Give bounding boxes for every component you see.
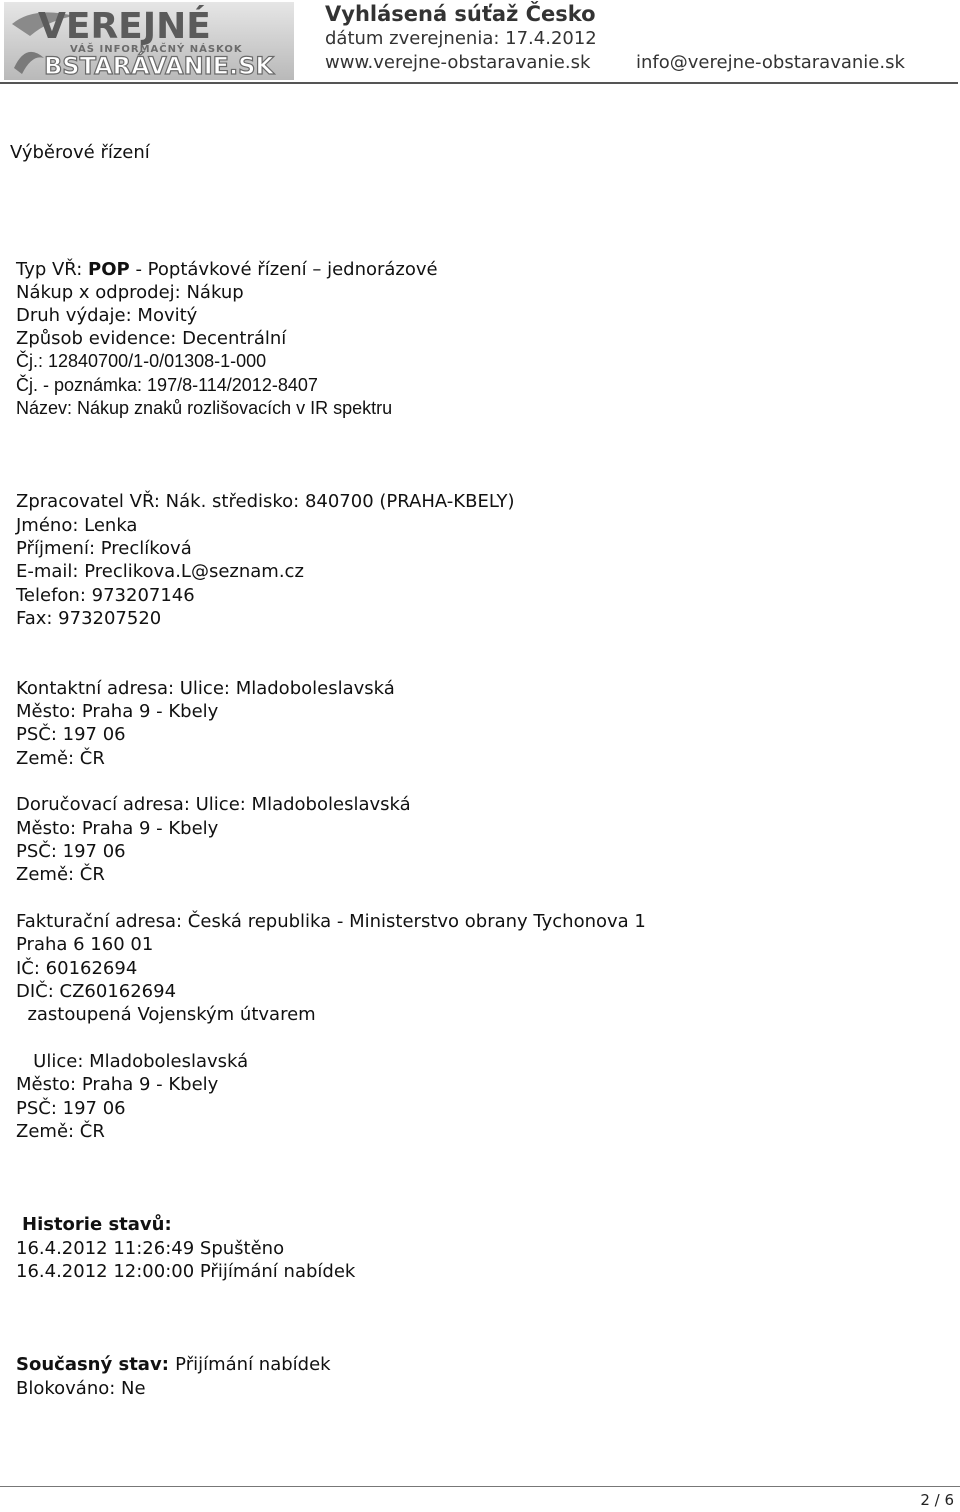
header-title: Vyhlásená súťaž Česko — [325, 2, 596, 26]
zpusob-evidence: Způsob evidence: Decentrální — [16, 328, 287, 349]
blokovano: Blokováno: Ne — [16, 1378, 146, 1399]
druh-vydaje: Druh výdaje: Movitý — [16, 305, 198, 326]
dorucovaci-zeme: Země: ČR — [16, 864, 105, 885]
footer-divider — [0, 1486, 960, 1487]
zpracovatel-prijmeni: Příjmení: Preclíková — [16, 538, 192, 559]
typ-label: Typ VŘ: — [16, 259, 89, 280]
nakup-odprodej: Nákup x odprodej: Nákup — [16, 282, 244, 303]
header-divider — [0, 82, 958, 84]
fakturacni-psc: PSČ: 197 06 — [16, 1098, 126, 1119]
page-header — [0, 0, 960, 84]
soucasny-stav — [16, 1353, 331, 1376]
historie-title: Historie stavů: — [22, 1214, 172, 1235]
zpracovatel-jmeno: Jméno: Lenka — [16, 515, 138, 536]
fakturacni-ic: IČ: 60162694 — [16, 958, 138, 979]
kontaktni-psc: PSČ: 197 06 — [16, 724, 126, 745]
cislo-jednaci-poznamka: Čj. - poznámka: 197/8-114/2012-8407 — [16, 375, 318, 395]
fakturacni-zeme: Země: ČR — [16, 1121, 105, 1142]
fakturacni-adresa: Fakturační adresa: Česká republika - Ministerstvo obrany Tychonova 1 — [16, 911, 646, 932]
zpracovatel-fax: Fax: 973207520 — [16, 608, 162, 629]
verejne-obstaravanie-logo — [4, 2, 294, 80]
header-publish-date: dátum zverejnenia: 17.4.2012 — [325, 28, 597, 49]
zpracovatel-telefon: Telefon: 973207146 — [16, 585, 195, 606]
cislo-jednaci: Čj.: 12840700/1-0/01308-1-000 — [16, 351, 267, 371]
logo-tagline: VÁŠ INFORMAČNÝ NÁSKOK — [70, 44, 243, 55]
nazev-zakazky: Název: Nákup znaků rozlišovacích v IR spektru — [16, 398, 393, 418]
fakturacni-praha: Praha 6 160 01 — [16, 934, 154, 955]
zpracovatel-email[interactable]: E-mail: Preclikova.L@seznam.cz — [16, 561, 304, 582]
soucasny-stav-label: Současný stav: — [16, 1354, 176, 1375]
doc-heading: Výběrové řízení — [10, 142, 150, 163]
historie-entry: 16.4.2012 11:26:49 Spuštěno — [16, 1238, 285, 1259]
logo-word-bottom: BSTARÁVANIE.SK — [44, 52, 275, 80]
fakturacni-mesto: Město: Praha 9 - Kbely — [16, 1074, 219, 1095]
fakturacni-zastoupena: zastoupená Vojenským útvarem — [16, 1004, 316, 1025]
kontaktni-ulice: Kontaktní adresa: Ulice: Mladoboleslavská — [16, 678, 395, 699]
header-website-link[interactable]: www.verejne-obstaravanie.sk — [325, 52, 591, 73]
dorucovaci-psc: PSČ: 197 06 — [16, 841, 126, 862]
typ-vr — [16, 258, 438, 281]
zpracovatel-stredisko: Zpracovatel VŘ: Nák. středisko: 840700 (PRAHA-KBELY) — [16, 491, 515, 512]
dorucovaci-ulice: Doručovací adresa: Ulice: Mladoboleslavská — [16, 794, 411, 815]
kontaktni-zeme: Země: ČR — [16, 748, 105, 769]
historie-entry: 16.4.2012 12:00:00 Přijímání nabídek — [16, 1261, 356, 1282]
page-number: 2 / 6 — [920, 1491, 954, 1509]
typ-description: - Poptávkové řízení – jednorázové — [129, 259, 438, 280]
kontaktni-mesto: Město: Praha 9 - Kbely — [16, 701, 219, 722]
logo-word-top: VEREJNÉ — [38, 6, 211, 47]
header-email-link[interactable]: info@verejne-obstaravanie.sk — [636, 52, 905, 73]
dorucovaci-mesto: Město: Praha 9 - Kbely — [16, 818, 219, 839]
soucasny-stav-value: Přijímání nabídek — [175, 1354, 331, 1375]
typ-code: POP — [88, 259, 130, 280]
fakturacni-ulice: Ulice: Mladoboleslavská — [16, 1051, 249, 1072]
fakturacni-dic: DIČ: CZ60162694 — [16, 981, 177, 1002]
